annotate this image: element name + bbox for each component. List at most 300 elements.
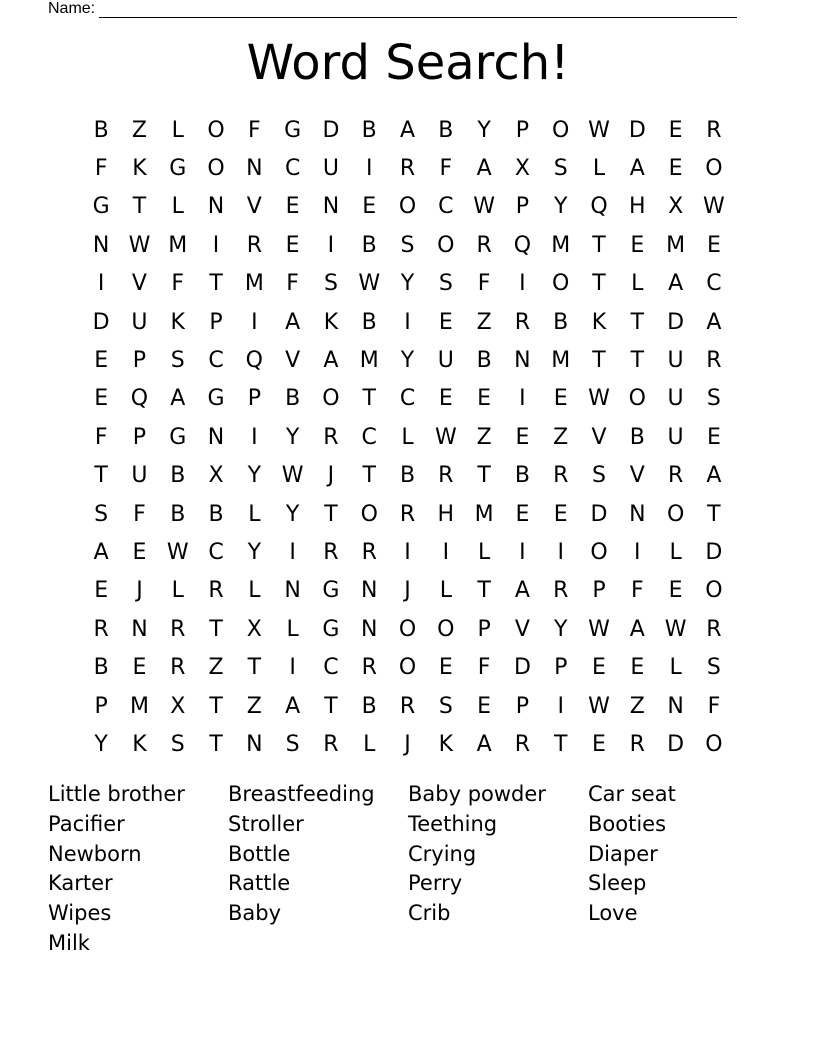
grid-letter: V [591, 424, 607, 450]
grid-letter: L [171, 194, 184, 220]
grid-letter: Z [476, 424, 492, 450]
grid-letter: E [553, 501, 568, 527]
grid-letter: F [286, 271, 299, 297]
grid-letter: Z [629, 693, 645, 719]
grid-letter: F [94, 424, 108, 450]
grid-letter: M [129, 693, 149, 719]
grid-letter: P [515, 194, 530, 220]
grid-letter: O [628, 386, 646, 412]
grid-letter: N [92, 232, 110, 258]
grid-letter: O [322, 386, 340, 412]
grid-row [82, 533, 733, 571]
grid-letter: H [437, 501, 455, 527]
grid-letter: I [251, 424, 258, 450]
grid-letter: R [246, 232, 262, 258]
grid-letter: B [514, 463, 530, 489]
grid-letter: V [629, 463, 645, 489]
grid-letter: S [170, 731, 185, 757]
grid-letter: V [514, 616, 530, 642]
grid-letter: V [285, 348, 301, 374]
grid-letter: E [706, 232, 721, 258]
grid-letter: W [588, 117, 610, 143]
grid-letter: E [477, 693, 492, 719]
grid-letter: Z [208, 655, 224, 681]
grid-letter: P [592, 578, 606, 604]
grid-letter: T [324, 693, 338, 719]
grid-letter: F [248, 117, 261, 143]
name-blank-line[interactable] [99, 3, 737, 18]
grid-letter: R [323, 424, 339, 450]
grid-letter: L [401, 424, 414, 450]
grid-letter: Z [246, 693, 262, 719]
grid-letter: I [557, 693, 564, 719]
grid-letter: A [668, 271, 684, 297]
grid-letter: T [209, 731, 223, 757]
grid-letter: I [404, 309, 411, 335]
grid-letter: T [592, 232, 606, 258]
grid-letter: T [707, 501, 721, 527]
grid-letter: J [404, 578, 411, 604]
grid-letter: P [209, 309, 223, 335]
word-list-item: Booties [588, 811, 667, 836]
grid-letter: A [706, 309, 722, 335]
grid-letter: E [438, 386, 453, 412]
grid-letter: C [399, 386, 416, 412]
grid-letter: U [437, 348, 454, 374]
grid-letter: E [477, 386, 492, 412]
grid-letter: A [629, 156, 645, 182]
grid-letter: E [706, 424, 721, 450]
grid-letter: T [477, 578, 491, 604]
grid-letter: S [285, 731, 300, 757]
grid-letter: A [476, 156, 492, 182]
grid-letter: R [361, 655, 377, 681]
word-list-item: Sleep [588, 871, 647, 896]
grid-letter: E [438, 655, 453, 681]
grid-letter: L [171, 117, 184, 143]
grid-letter: C [361, 424, 377, 450]
grid-letter: C [323, 655, 339, 681]
grid-letter: F [630, 578, 644, 604]
grid-letter: F [707, 693, 721, 719]
grid-letter: Y [400, 271, 415, 297]
grid-letter: D [322, 117, 340, 143]
grid-letter: X [514, 156, 530, 182]
grid-letter: R [553, 578, 569, 604]
grid-letter: C [208, 348, 224, 374]
grid-letter: D [667, 309, 685, 335]
grid-letter: P [554, 655, 568, 681]
grid-letter: Z [131, 117, 147, 143]
grid-letter: S [323, 271, 338, 297]
grid-letter: O [207, 117, 225, 143]
grid-letter: J [404, 731, 411, 757]
grid-letter: N [360, 578, 378, 604]
grid-letter: X [246, 616, 262, 642]
grid-letter: N [322, 194, 340, 220]
grid-letter: N [360, 616, 378, 642]
grid-letter: B [553, 309, 569, 335]
grid-letter: X [170, 693, 186, 719]
grid-letter: A [629, 616, 645, 642]
grid-letter: O [552, 271, 570, 297]
grid-letter: B [629, 424, 645, 450]
grid-letter: B [361, 232, 377, 258]
grid-letter: O [398, 194, 417, 220]
grid-letter: W [664, 616, 687, 642]
grid-letter: E [592, 731, 606, 757]
grid-letter: F [171, 271, 185, 297]
grid-letter: W [358, 271, 381, 297]
grid-letter: T [362, 463, 376, 489]
grid-letter: I [97, 271, 105, 297]
grid-letter: O [437, 616, 455, 642]
grid-letter: Z [553, 424, 569, 450]
grid-letter: F [94, 156, 108, 182]
grid-letter: T [477, 463, 491, 489]
grid-letter: L [171, 578, 184, 604]
grid-letter: N [284, 578, 301, 604]
grid-letter: C [706, 271, 722, 297]
grid-letter: W [703, 194, 725, 220]
word-list-item: Karter [48, 871, 113, 896]
grid-letter: R [667, 463, 684, 489]
grid-letter: L [439, 578, 452, 604]
grid-letter: S [170, 348, 185, 374]
grid-letter: R [170, 616, 186, 642]
grid-row [82, 303, 733, 341]
grid-letter: T [630, 348, 645, 374]
grid-letter: I [289, 655, 296, 681]
word-list-item: Baby [228, 901, 282, 926]
grid-row [82, 111, 733, 149]
grid-letter: R [323, 539, 339, 565]
grid-letter: I [251, 309, 258, 335]
grid-row [82, 495, 733, 533]
grid-letter: U [667, 424, 684, 450]
grid-letter: N [629, 501, 646, 527]
grid-letter: N [246, 731, 263, 757]
grid-letter: E [668, 578, 683, 604]
grid-letter: Y [553, 616, 568, 642]
grid-letter: B [399, 463, 416, 489]
grid-letter: O [552, 117, 570, 143]
grid-letter: W [434, 424, 457, 450]
grid-letter: U [667, 386, 684, 412]
word-list-item: Milk [48, 930, 90, 955]
grid-letter: S [438, 693, 453, 719]
grid-letter: R [438, 463, 454, 489]
grid-letter: J [327, 463, 335, 489]
word-list-item: Bottle [228, 841, 291, 866]
grid-row [82, 341, 733, 379]
grid-letter: R [399, 693, 416, 719]
grid-row [82, 648, 733, 686]
grid-letter: D [705, 539, 723, 565]
grid-letter: E [668, 156, 683, 182]
grid-letter: E [553, 386, 568, 412]
grid-letter: G [207, 386, 225, 412]
grid-letter: Z [476, 309, 492, 335]
grid-letter: P [515, 693, 530, 719]
grid-letter: R [93, 616, 109, 642]
grid-letter: Y [94, 731, 108, 757]
grid-letter: T [324, 501, 338, 527]
grid-letter: M [244, 271, 264, 297]
grid-letter: N [514, 348, 531, 374]
grid-letter: E [668, 117, 683, 143]
grid-letter: Q [130, 386, 149, 412]
grid-letter: G [169, 424, 187, 450]
grid-letter: B [170, 463, 186, 489]
grid-letter: R [514, 731, 531, 757]
grid-letter: R [170, 655, 186, 681]
grid-letter: T [209, 693, 223, 719]
grid-letter: A [285, 693, 301, 719]
word-list-item: Perry [408, 871, 463, 896]
grid-letter: L [669, 655, 682, 681]
grid-letter: C [284, 156, 301, 182]
grid-letter: P [132, 424, 147, 450]
grid-letter: M [168, 232, 188, 258]
grid-letter: O [360, 501, 378, 527]
grid-letter: X [208, 463, 224, 489]
grid-letter: S [94, 501, 109, 527]
grid-letter: S [438, 271, 453, 297]
grid-letter: P [247, 386, 261, 412]
grid-letter: G [322, 578, 340, 604]
grid-letter: T [630, 309, 645, 335]
grid-row [82, 226, 733, 264]
grid-letter: A [323, 348, 339, 374]
grid-letter: F [133, 501, 146, 527]
grid-letter: W [588, 616, 610, 642]
grid-letter: A [170, 386, 186, 412]
grid-letter: Y [553, 194, 568, 220]
grid-letter: B [476, 348, 492, 374]
grid-letter: O [437, 232, 455, 258]
word-list-item: Breastfeeding [228, 782, 375, 806]
grid-letter: I [289, 539, 296, 565]
grid-letter: H [629, 194, 646, 220]
grid-letter: I [404, 539, 411, 565]
grid-letter: B [208, 501, 224, 527]
letter-grid [82, 111, 733, 764]
word-list-item: Teething [408, 811, 498, 836]
grid-letter: M [551, 348, 571, 374]
grid-letter: R [399, 501, 416, 527]
grid-letter: E [94, 578, 109, 604]
grid-letter: L [631, 271, 644, 297]
grid-letter: O [398, 616, 417, 642]
grid-letter: I [327, 232, 335, 258]
grid-letter: B [438, 117, 454, 143]
grid-letter: R [476, 232, 492, 258]
grid-letter: R [706, 117, 722, 143]
grid-letter: K [132, 156, 147, 182]
word-list-item: Baby powder [408, 782, 546, 806]
grid-letter: T [132, 194, 147, 220]
grid-letter: I [519, 271, 526, 297]
grid-letter: W [588, 386, 610, 412]
grid-letter: L [363, 731, 376, 757]
grid-letter: B [93, 655, 109, 681]
grid-row [82, 610, 733, 648]
grid-letter: N [667, 693, 684, 719]
grid-letter: E [438, 309, 453, 335]
grid-letter: L [248, 578, 261, 604]
grid-letter: E [132, 539, 147, 565]
grid-letter: E [630, 232, 645, 258]
word-list-item: Pacifier [48, 811, 125, 836]
grid-letter: K [591, 309, 607, 335]
grid-letter: R [514, 309, 531, 335]
grid-letter: Y [285, 501, 300, 527]
grid-letter: C [438, 194, 454, 220]
grid-letter: E [132, 655, 147, 681]
grid-letter: R [706, 348, 722, 374]
grid-row [82, 380, 733, 418]
grid-letter: W [281, 463, 304, 489]
grid-row [82, 149, 733, 187]
grid-row [82, 265, 733, 303]
grid-letter: W [128, 232, 151, 258]
grid-letter: L [248, 501, 261, 527]
grid-letter: L [669, 539, 682, 565]
grid-letter: A [706, 463, 722, 489]
grid-letter: P [515, 117, 530, 143]
grid-letter: E [592, 655, 606, 681]
grid-letter: R [706, 616, 722, 642]
grid-row [82, 418, 733, 456]
grid-letter: E [515, 501, 530, 527]
grid-letter: N [207, 424, 225, 450]
word-list-item: Car seat [588, 782, 676, 806]
grid-letter: R [629, 731, 645, 757]
grid-letter: R [208, 578, 224, 604]
grid-letter: B [361, 117, 377, 143]
grid-letter: G [169, 156, 187, 182]
grid-letter: B [285, 386, 301, 412]
word-list-item: Wipes [48, 901, 112, 926]
word-list-item: Newborn [48, 841, 142, 866]
grid-letter: E [285, 194, 300, 220]
grid-letter: T [209, 271, 223, 297]
grid-letter: U [131, 309, 148, 335]
grid-letter: T [362, 386, 376, 412]
grid-letter: S [592, 463, 606, 489]
grid-letter: K [170, 309, 185, 335]
grid-letter: B [170, 501, 186, 527]
grid-letter: I [365, 156, 373, 182]
grid-letter: O [590, 539, 608, 565]
grid-letter: Y [285, 424, 300, 450]
grid-letter: Y [247, 539, 262, 565]
grid-letter: B [361, 693, 377, 719]
grid-letter: L [477, 539, 491, 565]
grid-letter: D [92, 309, 110, 335]
grid-letter: S [553, 156, 568, 182]
grid-letter: C [208, 539, 224, 565]
grid-letter: A [476, 731, 492, 757]
page-title: Word Search! [246, 35, 570, 91]
word-list-item: Diaper [588, 841, 658, 866]
grid-letter: M [474, 501, 494, 527]
grid-row [82, 457, 733, 495]
grid-letter: L [286, 616, 299, 642]
grid-letter: T [247, 655, 262, 681]
grid-letter: K [438, 731, 454, 757]
grid-letter: D [628, 117, 646, 143]
grid-letter: S [706, 386, 721, 412]
grid-letter: G [284, 117, 302, 143]
grid-letter: S [400, 232, 415, 258]
grid-letter: R [323, 731, 339, 757]
grid-letter: J [136, 578, 143, 604]
grid-letter: Q [513, 232, 532, 258]
grid-letter: R [399, 156, 416, 182]
grid-letter: T [209, 616, 223, 642]
word-list-item: Little brother [48, 782, 185, 806]
grid-row [82, 725, 733, 763]
grid-letter: E [285, 232, 300, 258]
grid-letter: Y [477, 117, 491, 143]
grid-letter: P [132, 348, 147, 374]
grid-letter: N [207, 194, 225, 220]
grid-letter: E [94, 348, 109, 374]
grid-letter: D [667, 731, 685, 757]
grid-letter: E [362, 194, 377, 220]
name-field-row [48, 0, 737, 18]
grid-letter: G [322, 616, 340, 642]
grid-letter: T [94, 463, 108, 489]
grid-letter: D [513, 655, 531, 681]
grid-letter: V [131, 271, 147, 297]
name-label: Name: [48, 0, 96, 17]
grid-letter: Q [590, 194, 608, 220]
grid-letter: N [131, 616, 148, 642]
grid-letter: F [477, 655, 491, 681]
grid-letter: N [246, 156, 263, 182]
grid-letter: W [588, 693, 610, 719]
word-list-item: Stroller [228, 811, 304, 836]
grid-row [82, 687, 733, 725]
grid-letter: D [590, 501, 608, 527]
grid-letter: R [361, 539, 377, 565]
grid-letter: E [94, 386, 109, 412]
grid-letter: O [398, 655, 417, 681]
grid-letter: T [553, 731, 568, 757]
word-list-item: Crying [408, 841, 477, 866]
grid-letter: I [442, 539, 450, 565]
grid-letter: U [667, 348, 684, 374]
grid-letter: G [92, 194, 110, 220]
grid-letter: M [359, 348, 379, 374]
grid-letter: S [706, 655, 721, 681]
grid-letter: M [666, 232, 686, 258]
word-list-item: Crib [408, 901, 451, 926]
grid-letter: A [514, 578, 530, 604]
grid-letter: E [515, 424, 530, 450]
grid-letter: K [323, 309, 339, 335]
grid-letter: O [207, 156, 225, 182]
grid-letter: U [322, 156, 339, 182]
grid-letter: U [131, 463, 148, 489]
word-list [48, 780, 768, 959]
word-list-item: Rattle [228, 871, 291, 896]
grid-letter: R [553, 463, 569, 489]
grid-letter: K [132, 731, 147, 757]
